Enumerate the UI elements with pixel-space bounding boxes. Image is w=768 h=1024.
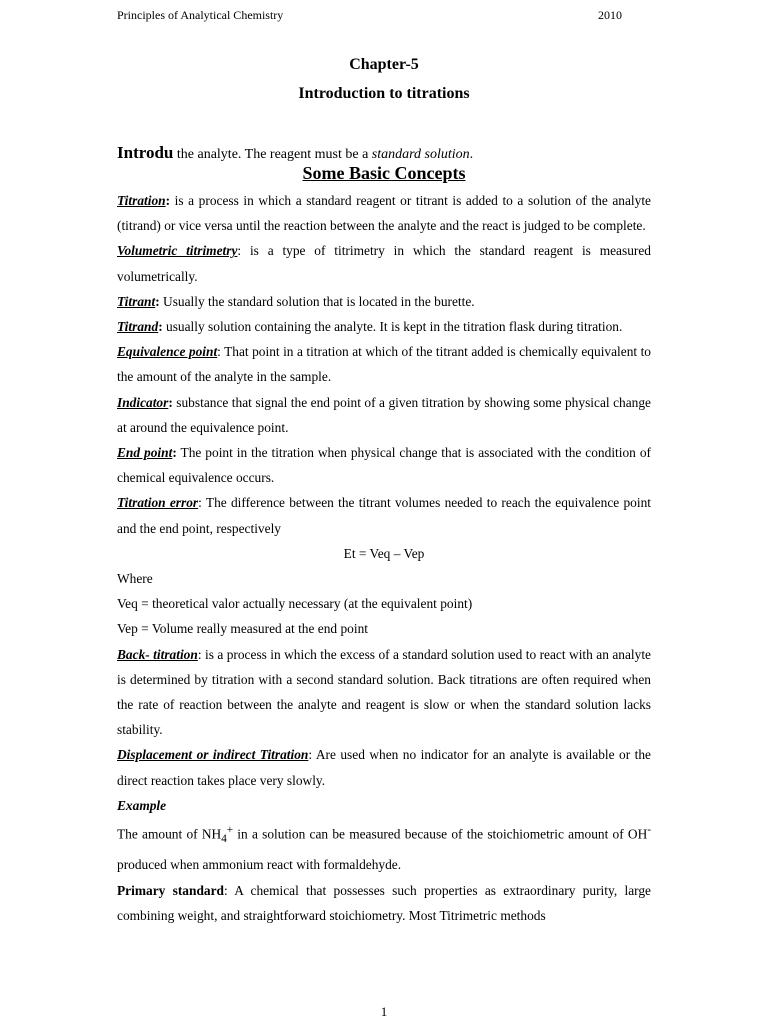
definition-titrant bbox=[117, 289, 651, 314]
term-separator: : bbox=[223, 882, 228, 898]
where-label: Where bbox=[117, 571, 153, 587]
intro-line bbox=[117, 143, 473, 163]
body-text bbox=[117, 188, 651, 928]
chapter-heading: Chapter-5 bbox=[349, 56, 419, 73]
definition-text: The difference between the titrant volumes needed to reach the equivalence point and the end point, respectively bbox=[117, 495, 651, 536]
term-displacement-titration: Displacement or indirect Titration bbox=[117, 747, 309, 763]
term-titration-error: Titration error bbox=[117, 495, 199, 511]
definition-text: is a process in which the excess of a standard solution used to react with an analyte is determined by titration with a second standard solution. Back titrations are often required when the rate of reaction between the analyte and reagent is slow or when the standard solution lacks stability. bbox=[117, 646, 651, 738]
definition-titration bbox=[117, 188, 651, 238]
term-end-point: End point bbox=[117, 445, 173, 461]
term-separator: : bbox=[197, 646, 202, 662]
definition-text: A chemical that possesses such properties as extraordinary purity, large combining weight, and straightforward stoichiometry. Most Titrimetric methods bbox=[117, 882, 651, 923]
running-header-title: Principles of Analytical Chemistry bbox=[117, 8, 284, 22]
definition-titrand bbox=[117, 314, 651, 339]
term-separator: : bbox=[168, 394, 173, 410]
definition-text: The point in the titration when physical change that is associated with the condition of chemical equivalence occurs. bbox=[117, 445, 651, 486]
term-titrant: Titrant bbox=[117, 293, 156, 309]
chapter-subtitle: Introduction to titrations bbox=[298, 85, 470, 102]
term-titration: Titration bbox=[117, 193, 166, 208]
definition-back-titration bbox=[117, 642, 651, 743]
term-separator: : bbox=[308, 747, 313, 763]
term-back-titration: Back- titration bbox=[117, 646, 198, 662]
definition-indicator bbox=[117, 390, 651, 440]
term-separator: : bbox=[237, 243, 242, 259]
definition-text: is a process in which a standard reagent or titrant is added to a solution of the analyte (titrand) or vice versa until the reaction between the analyte and the react is judged to be complete. bbox=[117, 193, 651, 234]
definition-equivalence bbox=[117, 339, 651, 389]
term-primary-standard: Primary standard bbox=[117, 882, 224, 898]
formula: Et = Veq – Vep bbox=[343, 545, 425, 561]
definition-text: Are used when no indicator for an analyte is available or the direct reaction takes place very slowly. bbox=[117, 747, 651, 788]
example-text-part: The amount of NH bbox=[117, 826, 222, 842]
definition-primary-standard bbox=[117, 878, 651, 928]
hydroxide-charge: - bbox=[647, 824, 651, 837]
intro-end: . bbox=[469, 147, 474, 162]
term-separator: : bbox=[165, 193, 171, 208]
example-text-part: produced when ammonium react with formaldehyde. bbox=[117, 857, 402, 873]
intro-text: the analyte. The reagent must be a bbox=[173, 147, 372, 162]
example-label: Example bbox=[117, 797, 167, 813]
term-separator: : bbox=[155, 293, 160, 309]
definition-text: substance that signal the end point of a given titration by showing some physical change at around the equivalence point. bbox=[117, 394, 651, 435]
running-header-year: 2010 bbox=[598, 8, 622, 22]
definition-titration-error bbox=[117, 490, 651, 540]
intro-lead: Introdu bbox=[117, 143, 174, 162]
definition-displacement bbox=[117, 742, 651, 792]
term-indicator: Indicator bbox=[117, 394, 169, 410]
definition-text: usually solution containing the analyte. It is kept in the titration flask during titration. bbox=[162, 319, 623, 335]
term-separator: : bbox=[172, 445, 177, 461]
term-volumetric: Volumetric titrimetry bbox=[117, 243, 238, 259]
section-title: Some Basic Concepts bbox=[302, 163, 466, 183]
definition-text: That point in a titration at which of the titrant added is chemically equivalent to the amount of the analyte in the sample. bbox=[117, 344, 651, 385]
example-text bbox=[117, 818, 651, 878]
ammonium-subscript: 4 bbox=[221, 833, 227, 846]
intro-emphasis: standard solution bbox=[371, 147, 470, 162]
term-separator: : bbox=[158, 319, 163, 335]
veq-definition: Veq = theoretical valor actually necessary (at the equivalent point) bbox=[117, 596, 473, 612]
definition-text: is a type of titrimetry in which the standard reagent is measured volumetrically. bbox=[117, 243, 651, 284]
term-separator: : bbox=[198, 495, 202, 511]
vep-definition: Vep = Volume really measured at the end point bbox=[117, 621, 369, 637]
definition-volumetric bbox=[117, 238, 651, 288]
example-text-part: in a solution can be measured because of the stoichiometric amount of OH bbox=[233, 826, 648, 842]
page-number: 1 bbox=[380, 1004, 388, 1019]
definition-end-point bbox=[117, 440, 651, 490]
ammonium-charge: + bbox=[226, 824, 234, 837]
definition-text: Usually the standard solution that is located in the burette. bbox=[159, 293, 475, 309]
term-separator: : bbox=[217, 344, 221, 360]
term-titrand: Titrand bbox=[117, 319, 159, 335]
term-equivalence-point: Equivalence point bbox=[117, 344, 218, 360]
